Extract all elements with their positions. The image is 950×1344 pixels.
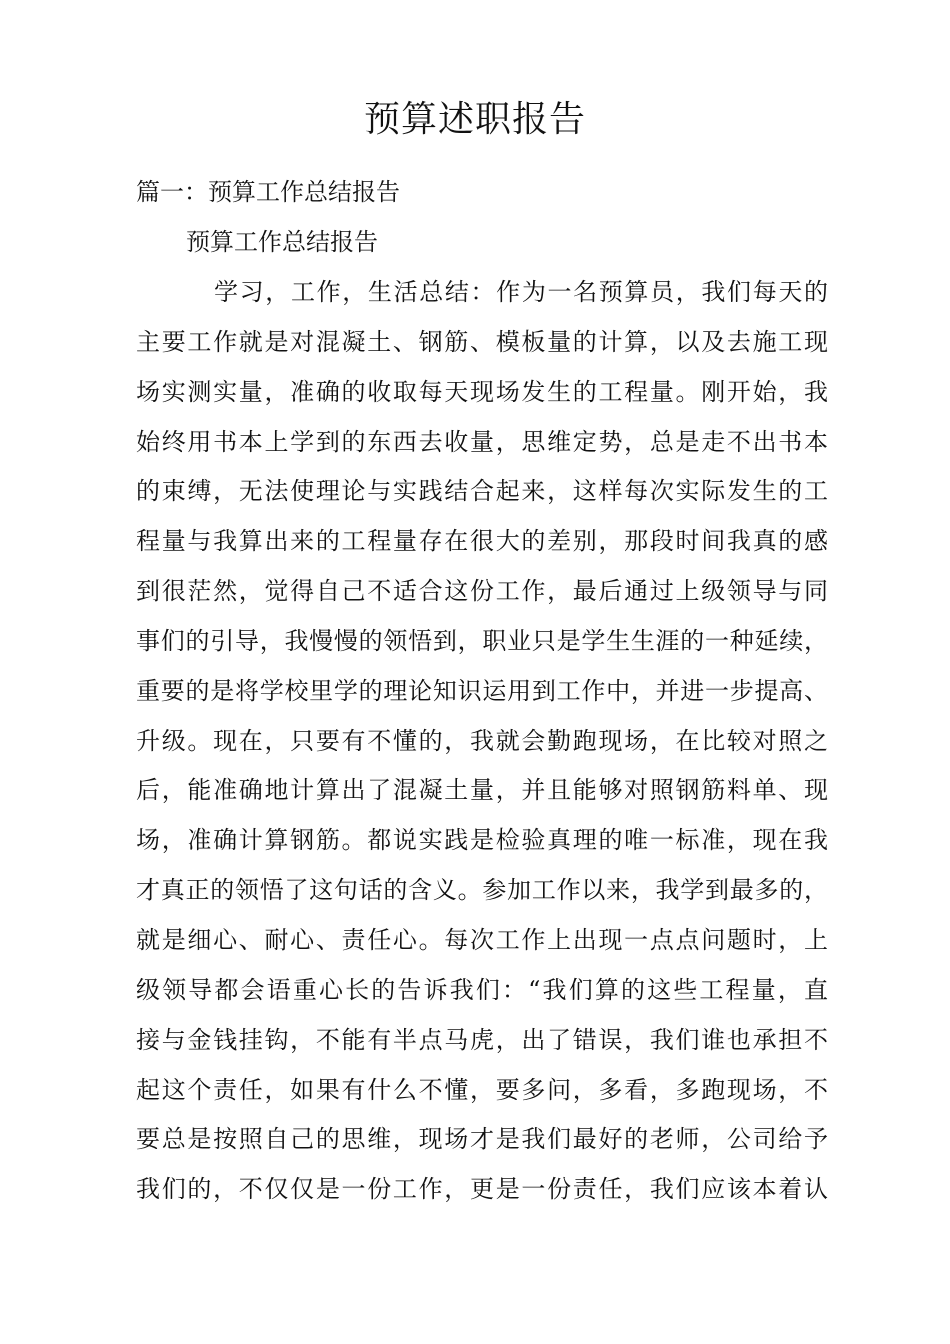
body-line: 事们的引导，我慢慢的领悟到，职业只是学生生涯的一种延续，	[136, 626, 828, 655]
body-line: 起这个责任，如果有什么不懂，要多问，多看，多跑现场，不	[136, 1075, 828, 1104]
body-line: 的束缚，无法使理论与实践结合起来，这样每次实际发生的工	[136, 477, 828, 506]
body-line: 就是细心、耐心、责任心。每次工作上出现一点点问题时，上	[136, 925, 828, 954]
body-line: 到很茫然，觉得自己不适合这份工作，最后通过上级领导与同	[136, 577, 828, 606]
body-line: 重要的是将学校里学的理论知识运用到工作中，并进一步提高、	[136, 676, 828, 705]
body-line: 场实测实量，准确的收取每天现场发生的工程量。刚开始，我	[136, 377, 828, 406]
body-line: 程量与我算出来的工程量存在很大的差别，那段时间我真的感	[136, 527, 828, 556]
body-line: 级领导都会语重心长的告诉我们：“我们算的这些工程量，直	[136, 975, 828, 1004]
body-line: 主要工作就是对混凝土、钢筋、模板量的计算，以及去施工现	[136, 327, 828, 356]
document-title: 预算述职报告	[363, 99, 586, 140]
body-line: 我们的，不仅仅是一份工作，更是一份责任，我们应该本着认	[136, 1175, 828, 1204]
body-line: 接与金钱挂钩，不能有半点马虎，出了错误，我们谁也承担不	[136, 1025, 828, 1054]
body-line: 才真正的领悟了这句话的含义。参加工作以来，我学到最多的，	[136, 876, 828, 905]
body-line: 要总是按照自己的思维，现场才是我们最好的老师，公司给予	[136, 1125, 828, 1154]
body-line: 后，能准确地计算出了混凝土量，并且能够对照钢筋料单、现	[136, 776, 828, 805]
body-paragraph	[136, 268, 828, 1215]
body-line: 场，准确计算钢筋。都说实践是检验真理的唯一标准，现在我	[136, 826, 828, 855]
section-heading: 篇一：预算工作总结报告	[136, 178, 400, 206]
body-line: 学习，工作，生活总结：作为一名预算员，我们每天的	[214, 278, 828, 306]
sub-heading: 预算工作总结报告	[186, 228, 378, 256]
body-line: 始终用书本上学到的东西去收量，思维定势，总是走不出书本	[136, 427, 828, 456]
body-line: 升级。现在，只要有不懂的，我就会勤跑现场，在比较对照之	[136, 726, 828, 755]
